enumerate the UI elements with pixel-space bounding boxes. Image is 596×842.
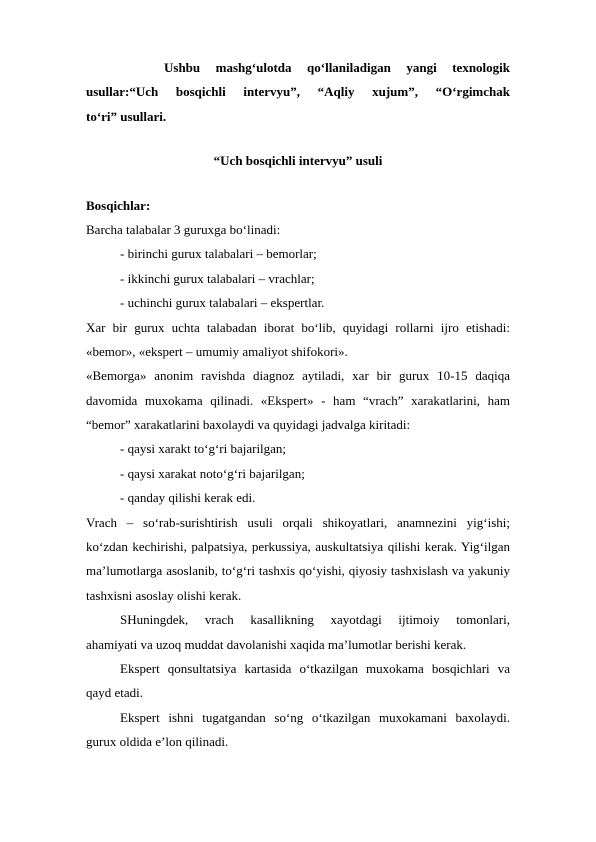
expert-card-line-2: qayd etadi.	[86, 685, 144, 701]
criteria-item-2: - qaysi xarakat noto‘g‘ri bajarilgan;	[120, 465, 305, 481]
group-item-3: - uchinchi gurux talabalari – ekspertlar.	[120, 295, 325, 311]
doctor-line-2: ko‘zdan kechirishi, palpatsiya, perkussiya, auskultatsiya qilishi kerak. Yig‘ilgan	[86, 539, 510, 555]
conclusion-line-1: Ekspert ishni tugatgandan so‘ng o‘tkazilgan muxokamani baxolaydi.	[120, 709, 510, 725]
doctor-line-3: ma’lumotlarga asoslanib, to‘g‘ri tashxis qo‘yishi, qiyosiy tashxislash va yakuniy	[86, 563, 510, 579]
intro-line-1: Ushbu mashg‘ulotda qo‘llaniladigan yangi texnologik	[164, 60, 510, 75]
doctor-line-4: tashxisni asoslay olishi kerak.	[86, 587, 242, 603]
stages-heading: Bosqichlar:	[86, 197, 151, 213]
social-line-1: SHuningdek, vrach kasallikning xayotdagi ijtimoiy tomonlari,	[120, 612, 510, 628]
groups-intro: Barcha talabalar 3 guruxga bo‘linadi:	[86, 221, 281, 237]
criteria-item-3: - qanday qilishi kerak edi.	[120, 490, 256, 506]
diagnosis-line-2: davomida muxokama qilinadi. «Ekspert» - ham “vrach” xarakatlarini, ham	[86, 392, 510, 408]
diagnosis-line-1: «Bemorga» anonim ravishda diagnoz aytiladi, xar bir gurux 10-15 daqiqa	[86, 368, 510, 384]
intro-line-2: usullar:“Uch bosqichli intervyu”, “Aqliy xujum”, “O‘rgimchak	[86, 84, 510, 100]
criteria-item-1: - qaysi xarakt to‘g‘ri bajarilgan;	[120, 441, 287, 457]
group-item-1: - birinchi gurux talabalari – bemorlar;	[120, 246, 317, 262]
diagnosis-line-3: “bemor” xarakatlarini baxolaydi va quyidagi jadvalga kiritadi:	[86, 417, 411, 433]
expert-card-line-1: Ekspert qonsultatsiya kartasida o‘tkazilgan muxokama bosqichlari va	[120, 660, 510, 676]
conclusion-line-2: gurux oldida e’lon qilinadi.	[86, 734, 229, 750]
doctor-line-1: Vrach – so‘rab-surishtirish usuli orqali shikoyatlari, anamnezini yig‘ishi;	[86, 514, 510, 530]
social-line-2: ahamiyati va uzoq muddat davolanishi xaqida ma’lumotlar berishi kerak.	[86, 636, 467, 652]
document-page	[86, 56, 510, 755]
roles-line-1: Xar bir gurux uchta talabadan iborat bo‘lib, quyidagi rollarni ijro etishadi:	[86, 319, 510, 335]
roles-line-2: «bemor», «ekspert – umumiy amaliyot shifokori».	[86, 343, 348, 359]
intro-line-3: to‘ri” usullari.	[86, 108, 167, 124]
group-item-2: - ikkinchi gurux talabalari – vrachlar;	[120, 270, 315, 286]
section-title: “Uch bosqichli intervyu” usuli	[213, 153, 383, 169]
